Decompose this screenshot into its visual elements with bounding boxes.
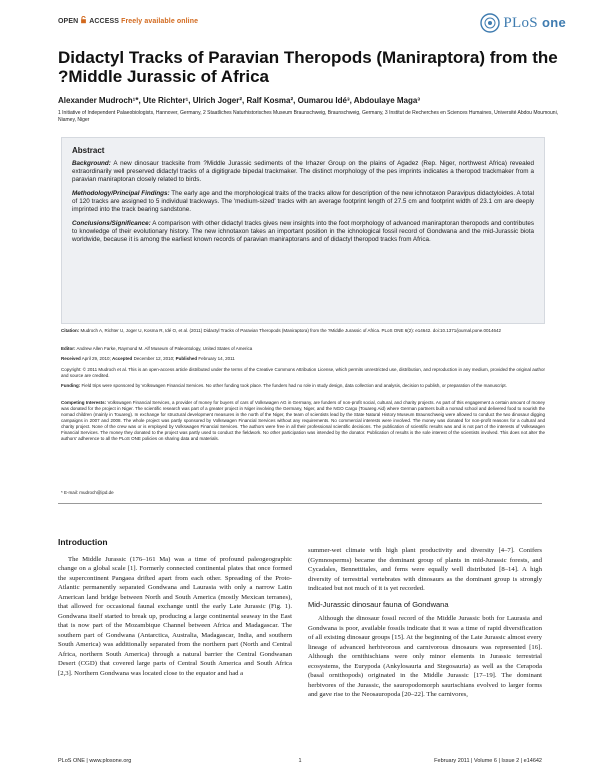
dinosaur-fauna-heading: Mid-Jurassic dinosaur fauna of Gondwana	[308, 599, 449, 609]
page-number: 1	[298, 758, 302, 764]
author-list: Alexander Mudroch¹*, Ute Richter¹, Ulrich Joger², Ralf Kosma², Oumarou Idé³, Abdoulaye Maga³	[58, 96, 420, 105]
dinosaur-fauna-paragraph: Although the dinosaur fossil record of the Middle Jurassic both for Laurasia and Gondwana is poor, available fossils indicate that it was a time of rapid diversification of all existing dinosaur groups [15]. At the beginning of the Late Jurassic almost every lineage of advanced herbivorous and carnivorous dinosaurs was represented [16]. Although the ornithischians were only minor elements in Jurassic terrestrial ecosystems, the Eurypoda (Ankylosauria and Stegosauria) as well as the Cerapoda (basal ornithopods) originated in the Middle Jurassic [17–19]. The dominant herbivores of the Jurassic, the sauropodomorph saurischians evolved to larger forms and gave rise to the Neosauropoda [20–22]. The carnivores,	[308, 615, 542, 698]
funding-block	[61, 383, 545, 389]
competing-interests-block	[61, 400, 545, 442]
intro-paragraph: The Middle Jurassic (176–161 Ma) was a time of profound paleogeographic change on a global scale [1]. Formerly connected continental plates that once formed the supercontinent Pangaea drifted apart from each other. Spreading of the Proto-Atlantic permanently separated Gondwana and Laurasia with only a narrow Latin American land bridge between North and South America (mostly Mexican terranes), that allowed for occasional faunal exchange until the early Late Jurassic (Fig. 1). Gondwana itself started to break up, producing a large continental seaway in the East that is now part of the Mozambique Channel between Africa and Madagascar. The southern part of Gondwana (Antarctica, Australia, Madagascar, India, and southern South America) was additionally separated from the northern part (North and Central Africa, northern South America) through a natural barrier the Central Gondwanan Desert (CGD) that covered large parts of Central South America and South Africa [2,3]. Northern Gondwana was located close to the equator and had a	[58, 555, 292, 677]
right-column	[308, 546, 542, 700]
email-line: * E-mail: mudroch@ipd.de	[61, 490, 114, 495]
plos-globe-icon	[480, 13, 500, 33]
dates-block	[61, 356, 545, 362]
open-lock-icon	[80, 16, 87, 24]
open-access-banner	[58, 16, 198, 25]
funding-label: Funding:	[61, 383, 81, 388]
affiliations: 1 Initiative of Independent Palaeobiologists, Hannover, Germany, 2 Staatliches Naturhistorisches Museum Braunschweig, Braunschweig, Germany, 3 Institut de Recherches en Sciences Humaines, Université Abdou Moumouni, Niamey, Niger	[58, 110, 559, 123]
editor-text: Andrew Allen Farke, Raymond M. Alf Museum of Paleontology, United States of America	[75, 346, 253, 351]
editor-label: Editor:	[61, 346, 76, 351]
plos-one-logo	[480, 12, 566, 34]
plos-word: PLoS	[503, 14, 538, 31]
citation-block	[61, 328, 545, 334]
funding-text: Field trips were sponsored by Volkswagen Financial Services. No other funding took place. The funders had no role in study design, data collection and analysis, decision to publish, or preparation of the manuscript.	[80, 383, 507, 388]
citation-label: Citation:	[61, 328, 80, 333]
competing-label: Competing Interests:	[61, 400, 107, 405]
methodology-label: Methodology/Principal Findings:	[72, 190, 170, 197]
abstract-methodology	[72, 190, 534, 214]
competing-text: Volkswagen Financial Services, a provider of money for buyers of cars of Volkswagen AG in Germany, are funders of non-profit social, cultural, and charity projects. As part of this engagement a certain amount of money was donated for the project in Niger. The scientific research was part of a greater project in Niger involving the Germany, Niger, and the NGO Cargo (Touareg Aid) where German partners built a nomad school and delivered food to nourish the nomad children (mainly in Touareg). In exchange for structural development measures in the north of the Niger, the team of scientists lead by the State Natural History Museum Braunschweig were allowed to conduct the two dinosaur digging campaigns in 2007 and 2008. The whole project was partly sponsored by Volkswagen Financial Services without any requirements. No commercial interests were involved. The money was donated for non-profit reasons for a cultural and charity project. None of the crew was or is employed by Volkswagen Financial Services. The authors were free in all their professional scientific decisions. The publication of scientific results was and is not part of the interests of Volkswagen Financial Services. The money they donated to the project was partly used to conduct the fieldwork. No other participation was intended by the donator. Publication of results is the sole interest of the scientists involved. This does not alter the authors' adherence to all the PLoS ONE policies on sharing data and materials.	[61, 400, 545, 441]
copyright-block: Copyright: © 2011 Mudroch et al. This is an open-access article distributed under the terms of the Creative Commons Attribution License, which permits unrestricted use, distribution, and reproduction in any medium, provided the original author and source are credited.	[61, 367, 545, 378]
access-label: ACCESS	[89, 18, 120, 25]
journal-header	[58, 12, 566, 38]
conclusions-label: Conclusions/Significance:	[72, 220, 151, 227]
article-title: Didactyl Tracks of Paravian Theropods (Maniraptora) from the ?Middle Jurassic of Africa	[58, 48, 558, 86]
accepted-label: Accepted	[112, 356, 133, 361]
published-date: February 14, 2011	[197, 356, 235, 361]
footer-journal: PLoS ONE | www.plosone.org	[58, 758, 132, 764]
citation-text: Mudroch A, Richter U, Joger U, Kosma R, Idé O, et al. (2011) Didactyl Tracks of Paravian Theropods (Maniraptora) from the ?Middle Jurassic of Africa. PLoS ONE 6(2): e14642. doi:10.1371/journal.pone.0014642	[79, 328, 502, 333]
background-text: A new dinosaur tracksite from ?Middle Jurassic sediments of the Irhazer Group on the plains of Agadez (Rep. Niger, northwest Africa) revealed extraordinarily well preserved didactyl tracks of a digitigrade bipedal trackmaker. The distinct morphology of the pes imprints indicates a theropod trackmaker from a paravian maniraptoran closely related to birds.	[72, 160, 534, 183]
methodology-text: The early age and the morphological traits of the tracks allow for description of the new ichnotaxon Paravipus didactyloides. A total of 120 tracks are assigned to 5 individual trackways. The 'medium-sized' tracks with an average footprint length of 27.5 cm and footprint width of 23.1 cm are deeply imprinted into the track bearing sandstone.	[72, 190, 534, 213]
open-label: OPEN	[58, 18, 79, 25]
abstract-heading: Abstract	[72, 146, 105, 155]
abstract-conclusions	[72, 220, 534, 244]
abstract-box	[61, 137, 545, 324]
received-date: April 29, 2010;	[80, 356, 113, 361]
background-label: Background:	[72, 160, 111, 167]
climate-paragraph: summer-wet climate with high plant productivity and diversity [4–7]. Conifers (Gymnosperms) became the dominant group of plants in mid-Jurassic forests, and Cycadales, Bennettitales, and ferns were equally well distributed [8–14]. A high diversity of terrestrial vertebrates with dinosaurs as the dominant group is strongly indicated but not much of it is yet recorded.	[308, 547, 542, 592]
editor-block	[61, 346, 545, 352]
conclusions-text: A comparison with other didactyl tracks gives new insights into the foot morphology of advanced maniraptoran theropods and contributes to knowledge of their evolutionary history. The new ichnotaxon takes an important position in the ichnological fossil record of Gondwana and the mid-Jurassic biota worldwide, because it is among the earliest known records of paravian maniraptorans and of didactyl theropod tracks from Africa.	[72, 220, 534, 243]
divider	[58, 503, 542, 504]
introduction-heading: Introduction	[58, 537, 108, 547]
abstract-background	[72, 160, 534, 184]
accepted-date: December 12, 2010;	[132, 356, 176, 361]
introduction-column	[58, 538, 292, 678]
received-label: Received	[61, 356, 81, 361]
footer-issue: February 2011 | Volume 6 | Issue 2 | e14642	[434, 758, 542, 764]
published-label: Published	[175, 356, 198, 361]
free-available-label: Freely available online	[121, 18, 199, 25]
one-word: one	[541, 14, 566, 30]
